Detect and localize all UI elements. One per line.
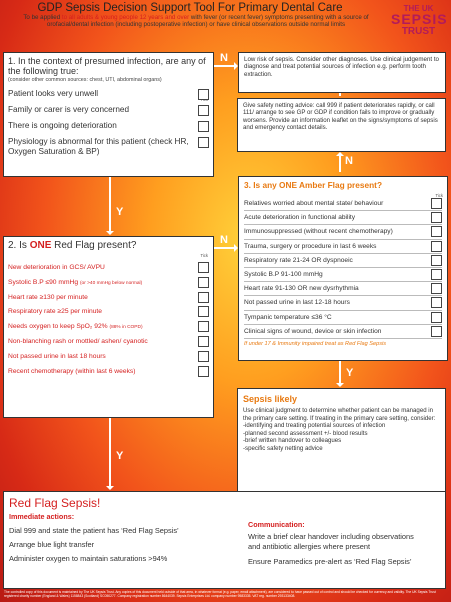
logo-line-1: THE UK	[403, 4, 434, 13]
q1-item-label: There is ongoing deterioration	[8, 121, 117, 131]
amber-flag-checkbox[interactable]	[431, 312, 442, 323]
question-1-heading: 1. In the context of presumed infection, are any of the following true:	[8, 56, 206, 76]
yes-label: Y	[346, 367, 354, 379]
red-flag-item	[8, 305, 209, 320]
communication-item: Write a brief clear handover including observations	[248, 532, 414, 541]
no-label: N	[345, 155, 353, 167]
action-item: Arrange blue light transfer	[9, 540, 95, 549]
red-flag-label: Not passed urine in last 18 hours	[8, 352, 106, 360]
amber-flag-item	[244, 296, 442, 310]
amber-flag-item	[244, 311, 442, 325]
low-risk-box: Low risk of sepsis. Consider other diagnoses. Use clinical judgement to diagnose and treat potential sources of infection e.g. perform tooth extraction.	[238, 52, 446, 93]
amber-flag-label: Immunosuppressed (without recent chemotherapy)	[244, 228, 393, 236]
immediate-actions-label: Immediate actions:	[9, 512, 75, 521]
red-flag-checkbox[interactable]	[198, 306, 209, 317]
logo-line-3: TRUST	[401, 26, 436, 37]
q1-item-label: Family or carer is very concerned	[8, 105, 130, 115]
amber-flag-item	[244, 240, 442, 254]
amber-flag-label: Systolic B.P 91-100 mmHg	[244, 270, 323, 278]
red-flag-checkbox[interactable]	[198, 292, 209, 303]
red-flag-item	[8, 320, 209, 335]
red-flag-item	[8, 276, 209, 291]
red-flag-item	[8, 350, 209, 365]
q1-checkbox[interactable]	[198, 121, 209, 132]
communication-label: Communication:	[248, 520, 305, 529]
amber-heading: 3. Is any ONE Amber Flag present?	[244, 180, 383, 190]
amber-flag-item	[244, 225, 442, 239]
amber-flag-item	[244, 325, 442, 339]
amber-flag-label: Heart rate 91-130 OR new dysrhythmia	[244, 285, 359, 293]
amber-flag-checkbox[interactable]	[431, 198, 442, 209]
question-1-subtext: (consider other common sources: chest, UTI, abdominal organs)	[8, 77, 162, 83]
question-1-box	[3, 52, 214, 177]
red-flag-label: Needs oxygen to keep SpO₂ 92%	[8, 323, 110, 331]
red-flag-checkbox[interactable]	[198, 336, 209, 347]
communication-item: and antibiotic allergies where present	[248, 541, 371, 551]
amber-flag-label: Trauma, surgery or procedure in last 6 weeks	[244, 242, 377, 250]
question-2-heading	[8, 240, 209, 251]
q2-heading-pre: 2. Is	[8, 240, 30, 251]
red-flag-label: Heart rate ≥130 per minute	[8, 293, 88, 301]
red-flag-item	[8, 261, 209, 276]
q1-checkbox[interactable]	[198, 137, 209, 148]
q1-item	[8, 137, 209, 159]
sepsis-likely-text	[243, 407, 440, 453]
red-flag-label: Non-blanching rash or mottled/ ashen/ cyanotic	[8, 337, 148, 345]
sepsis-likely-box	[237, 388, 446, 492]
q2-heading-post: Red Flag present?	[51, 240, 137, 251]
amber-flag-checkbox[interactable]	[431, 297, 442, 308]
q1-item	[8, 121, 209, 137]
question-2-box	[3, 236, 214, 418]
q1-item	[8, 89, 209, 105]
red-flag-checkbox[interactable]	[198, 262, 209, 273]
red-flag-label: New deterioration in GCS/ AVPU	[8, 264, 105, 271]
yes-label: Y	[116, 450, 124, 462]
action-item: Dial 999 and state the patient has ‘Red Flag Sepsis’	[9, 526, 179, 535]
amber-flag-checkbox[interactable]	[431, 226, 442, 237]
amber-flag-label: Clinical signs of wound, device or skin infection	[244, 327, 382, 335]
amber-flag-box	[238, 176, 448, 361]
red-flag-checkbox[interactable]	[198, 277, 209, 288]
q1-checkbox[interactable]	[198, 105, 209, 116]
intro-emphasis: to all adults & young people 12 years and over	[61, 14, 190, 21]
amber-flag-label: Tympanic temperature ≤36 °C	[244, 313, 332, 321]
red-flag-sepsis-box	[3, 491, 446, 589]
amber-note: If under 17 & Immunity impaired treat as Red Flag Sepsis	[244, 340, 387, 347]
red-flag-checkbox[interactable]	[198, 321, 209, 332]
q1-checkbox[interactable]	[198, 89, 209, 100]
amber-flag-item	[244, 282, 442, 296]
amber-flag-label: Relatives worried about mental state/ behaviour	[244, 200, 384, 207]
sepsis-likely-line: -identifying and treating potential sources of infection	[243, 422, 386, 430]
tick-header: Tick	[200, 253, 208, 258]
red-flag-item	[8, 335, 209, 350]
communication-column	[248, 518, 443, 567]
safety-netting-box: Give safety netting advice: call 999 if patient deteriorates rapidly, or call 111/ arrange to see GP or GDP if condition fails to improve or gradually worsens. Provide an information leaflet on the signs/symptoms of sepsis and emergency contact details.	[237, 98, 446, 152]
red-flag-note: (or >40 mmHg below normal)	[79, 280, 143, 286]
amber-flag-item	[244, 254, 442, 268]
logo-line-2: SEPSIS	[391, 11, 448, 27]
amber-flag-label: Acute deterioration in functional ability	[244, 214, 356, 222]
amber-flag-label: Respiratory rate 21-24 OR dyspnoeic	[244, 256, 353, 264]
yes-label: Y	[116, 206, 124, 218]
page-title: GDP Sepsis Decision Support Tool For Primary Dental Care	[37, 2, 343, 14]
q1-item	[8, 105, 209, 121]
sepsis-likely-line: -planned second assessment +/- blood results	[243, 429, 368, 437]
amber-flag-checkbox[interactable]	[431, 212, 442, 223]
no-label: N	[220, 52, 228, 64]
sepsis-likely-heading: Sepsis likely	[243, 394, 298, 404]
red-flag-label: Respiratory rate ≥25 per minute	[8, 308, 102, 316]
red-flag-item	[8, 365, 209, 380]
amber-flag-item	[244, 197, 442, 211]
communication-item: Ensure Paramedics pre-alert as ‘Red Flag Sepsis’	[248, 557, 412, 567]
no-label: N	[220, 234, 228, 246]
amber-flag-checkbox[interactable]	[431, 326, 442, 337]
red-flag-checkbox[interactable]	[198, 351, 209, 362]
q1-item-label: Patient looks very unwell	[8, 89, 99, 99]
amber-flag-checkbox[interactable]	[431, 269, 442, 280]
amber-flag-checkbox[interactable]	[431, 283, 442, 294]
q1-item-label: Physiology is abnormal for this patient (check HR, Oxygen Saturation & BP)	[8, 137, 189, 157]
red-flag-item	[8, 291, 209, 306]
red-flag-checkbox[interactable]	[198, 366, 209, 377]
q2-heading-emphasis: ONE	[29, 240, 52, 251]
sepsis-likely-line: Use clinical judgment to determine whether patient can be managed in the primary care setting. If treating in the primary care setting, consider:	[243, 407, 436, 422]
red-flag-note: (88% in COPD)	[109, 325, 143, 331]
amber-flag-checkbox[interactable]	[431, 241, 442, 252]
sepsis-likely-line: -brief written handover to colleagues	[243, 437, 342, 445]
amber-flag-item	[244, 211, 442, 225]
red-flag-sepsis-heading: Red Flag Sepsis!	[9, 496, 101, 510]
footer-disclaimer: The controlled copy of this document is maintained by The UK Sepsis Trust. Any copies of this document held outside of that area, in whatever format (e.g. paper, email attachment), are considered to have passed out of control and should be checked for currency and validity. The UK Sepsis Trust registered charity number (England & Wales) 1158843 (Scotland) SC050277. Company registration number 8644039. Sepsis Enterprises Ltd. company number 9583335. VAT reg. number 293133408.	[4, 590, 436, 598]
amber-flag-checkbox[interactable]	[431, 255, 442, 266]
red-flag-label: Systolic B.P ≤90 mmHg	[8, 278, 80, 286]
action-item: Administer oxygen to maintain saturations >94%	[9, 554, 168, 563]
amber-flag-label: Not passed urine in last 12-18 hours	[244, 299, 350, 307]
tick-header: Tick	[435, 193, 443, 198]
intro-post: with fever (or recent fever) symptoms presenting with a source of orofacial/dental infection (including postoperative infection) or have clinical observations outside normal limits	[46, 14, 369, 29]
amber-flag-item	[244, 268, 442, 282]
sepsis-likely-line: -specific safety netting advice	[243, 444, 323, 452]
red-flag-label: Recent chemotherapy (within last 6 weeks)	[8, 367, 136, 375]
intro-pre: To be applied	[23, 14, 62, 21]
